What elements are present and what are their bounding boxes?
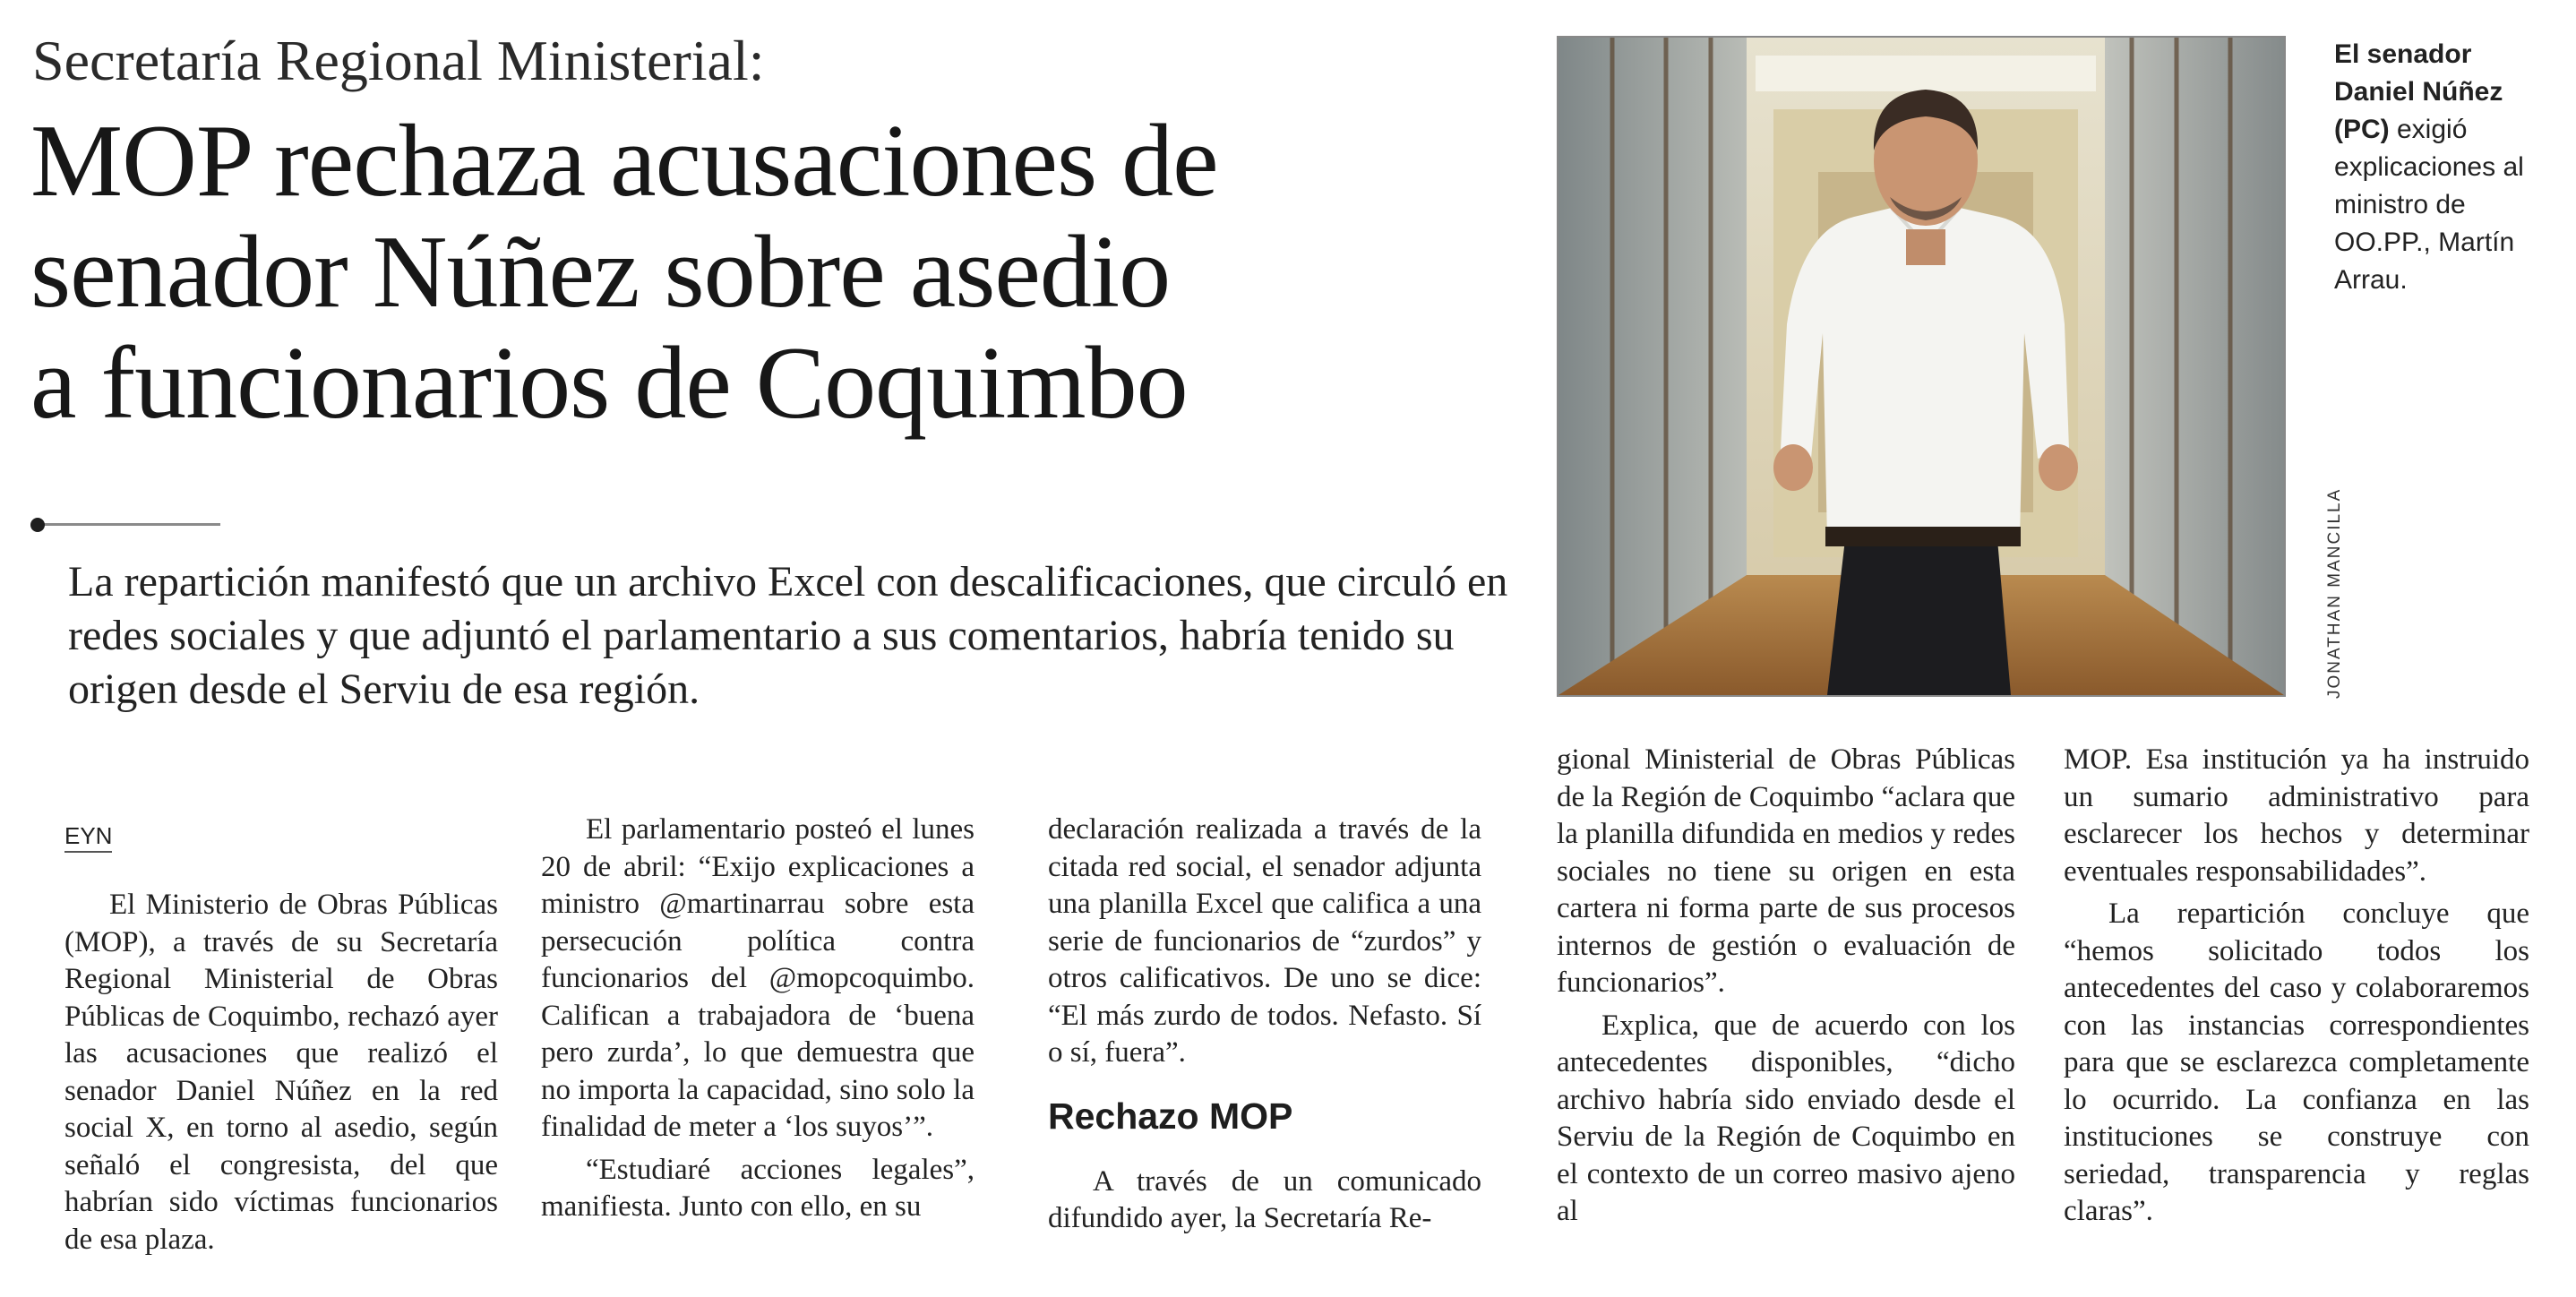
body-paragraph: El Ministerio de Obras Públicas (MOP), a través de su Secretaría Regional Ministerial de Obras Públicas de Coquimbo, rechazó ayer las acusaciones que realizó el senador Daniel Núñez en la red social X, en torno al asedio, según señaló el congresista, del que habrían sido víctimas funcionarios de esa plaza. — [64, 889, 498, 1256]
photo-credit — [2320, 487, 2356, 699]
headline-line: MOP rechaza acusaciones de — [30, 104, 1218, 219]
body-column-2 — [541, 812, 975, 1226]
section-rule — [32, 523, 220, 526]
body-paragraph: MOP. Esa institución ya ha instruido un sumario administrativo para esclarecer los hechos y determinar eventuales responsabilidades”. — [2064, 743, 2529, 888]
photo-credit-text: JONATHAN MANCILLA — [2325, 487, 2344, 699]
body-paragraph: El parlamentario posteó el lunes 20 de abril: “Exijo explicaciones a ministro @martinarrau sobre esta persecución política contra funcionarios del @mopcoquimbo. Califican a trabajadora de ‘buena pero zurda’, lo que demuestra que no importa la capacidad, sino solo la finalidad de meter a ‘los suyos’”. — [541, 813, 975, 1143]
caption-text: exigió explicaciones al ministro de OO.PP., Martín Arrau. — [2334, 115, 2524, 295]
headline-line: senador Núñez sobre asedio — [30, 215, 1171, 330]
body-column-4 — [1557, 742, 2015, 1231]
headline-line: a funcionarios de Coquimbo — [30, 326, 1188, 441]
photo-caption — [2334, 36, 2558, 299]
article-lead: La repartición manifestó que un archivo Excel con descalificaciones, que circuló en redes sociales y que adjuntó el parlamentario a sus comentarios, habría tenido su origen desde el Serviu de esa región. — [68, 558, 1508, 713]
body-paragraph: La repartición concluye que “hemos solicitado todos los antecedentes del caso y colaboraremos con las instancias correspondientes para que se esclarezca completamente lo ocurrido. La confianza en las instituciones se construye con seriedad, transparencia y reglas claras”. — [2064, 898, 2529, 1227]
body-paragraph: A través de un comunicado difundido ayer, la Secretaría Re- — [1048, 1164, 1481, 1234]
section-subhead: Rechazo MOP — [1048, 1095, 1293, 1137]
article-headline — [30, 106, 1517, 439]
author-byline: EYN — [64, 822, 112, 853]
caption-bold: El senador Daniel Núñez (PC) — [2334, 39, 2503, 144]
body-column-1 — [64, 887, 498, 1258]
senator-portrait-illustration — [1558, 38, 2284, 695]
body-column-5 — [2064, 742, 2529, 1231]
article-kicker: Secretaría Regional Ministerial: — [32, 29, 765, 92]
rule-bullet-icon — [30, 518, 45, 532]
body-paragraph: gional Ministerial de Obras Públicas de la Región de Coquimbo “aclara que la planilla difundida en medios y redes sociales no tiene su origen en esta cartera ni forma parte de sus procesos internos de gestión o evaluación de funcionarios”. — [1557, 743, 2015, 999]
body-column-3 — [1048, 812, 1481, 1238]
body-paragraph: Explica, que de acuerdo con los antecedentes disponibles, “dicho archivo habría sido enviado desde el Serviu de la Región de Coquimbo en el contexto de un correo masivo ajeno al — [1557, 1009, 2015, 1227]
body-paragraph: declaración realizada a través de la citada red social, el senador adjunta una planilla Excel que califica a una serie de funcionarios de “zurdos” y otros calificativos. De uno se dice: “El más zurdo de todos. Nefasto. Sí o sí, fuera”. — [1048, 813, 1481, 1069]
article-photo — [1557, 36, 2286, 697]
body-paragraph: “Estudiaré acciones legales”, manifiesta. Junto con ello, en su — [541, 1153, 975, 1223]
